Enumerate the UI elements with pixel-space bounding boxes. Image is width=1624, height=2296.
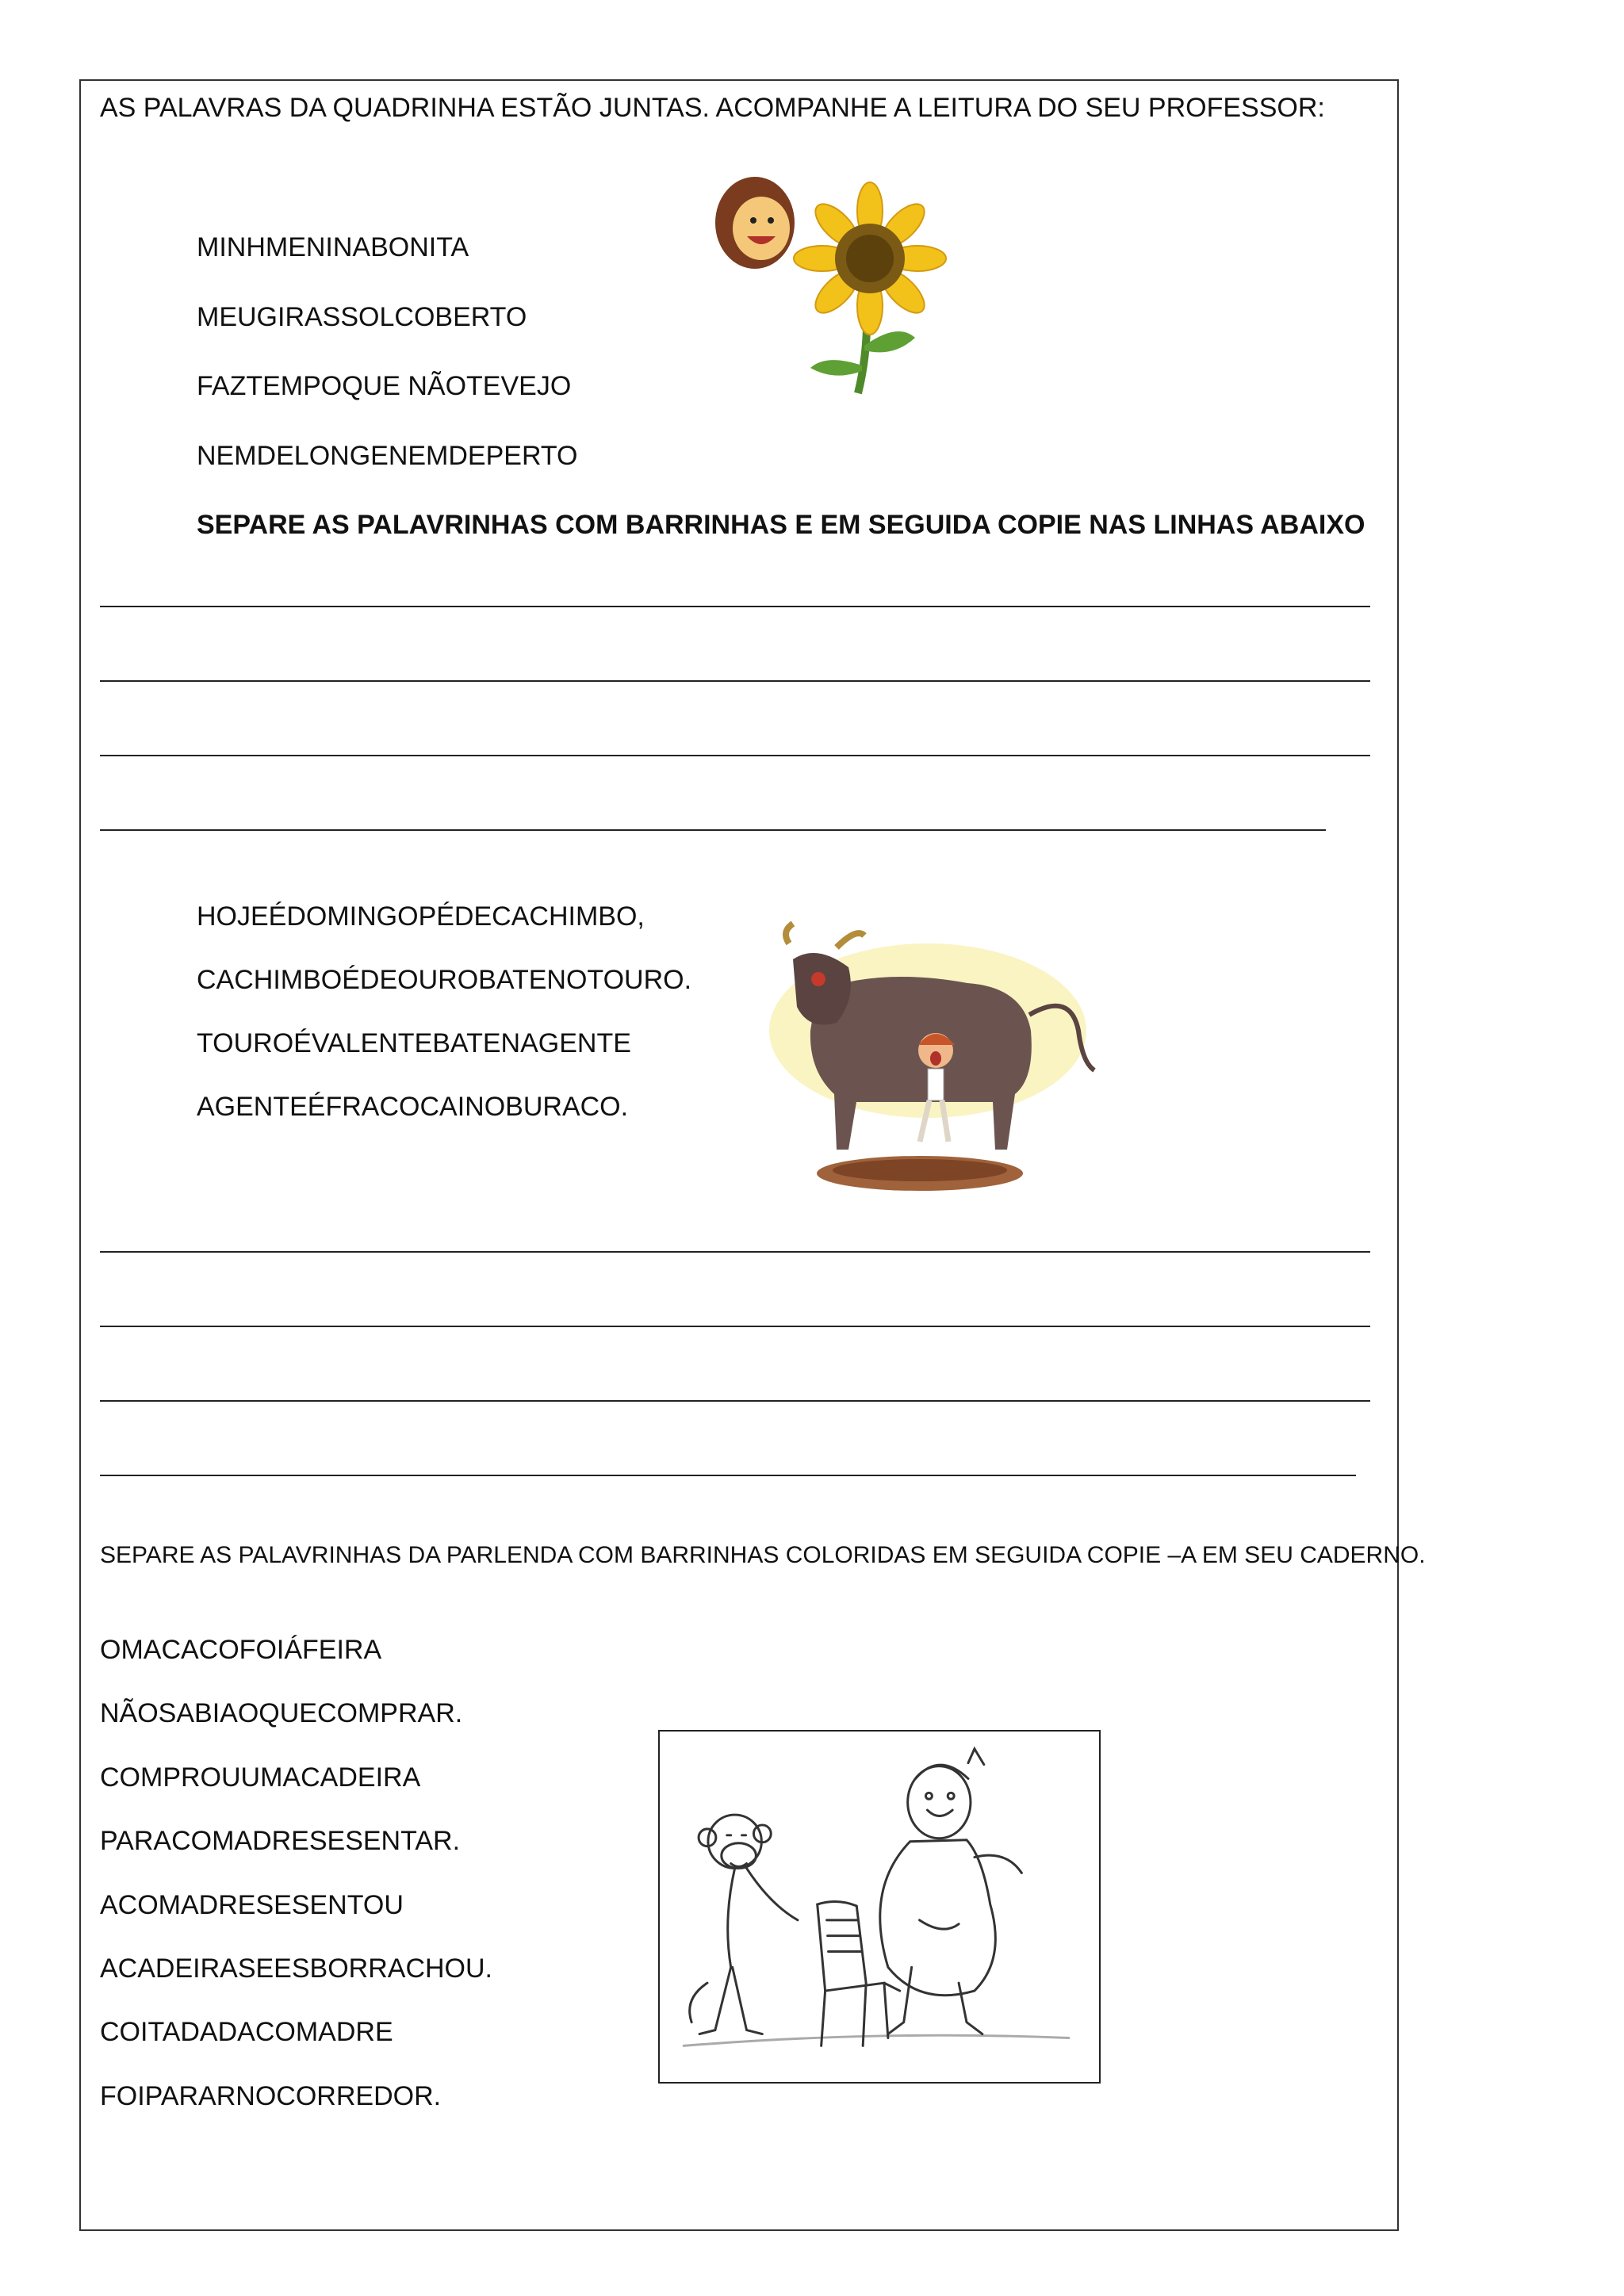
writing-line [100,1475,1356,1476]
poem-line: CACHIMBOÉDEOUROBATENOTOURO. [197,965,692,995]
parlenda-line: ACOMADRESESENTOU [100,1890,404,1920]
task1-instruction: SEPARE AS PALAVRINHAS COM BARRINHAS E EM SEGUIDA COPIE NAS LINHAS ABAIXO [197,510,1365,540]
writing-line [100,1326,1370,1327]
writing-line [100,829,1326,831]
task3-instruction: SEPARE AS PALAVRINHAS DA PARLENDA COM BARRINHAS COLORIDAS EM SEGUIDA COPIE –A EM SEU CADERNO. [100,1542,1426,1568]
parlenda-line: COITADADACOMADRE [100,2017,393,2047]
quadrinha-line: MEUGIRASSOLCOBERTO [197,302,527,332]
parlenda-line: ACADEIRASEESBORRACHOU. [100,1954,492,1984]
parlenda-line: PARACOMADRESESENTAR. [100,1826,461,1856]
sunflower-illustration [707,163,977,401]
writing-line [100,680,1370,682]
intro-instruction: AS PALAVRAS DA QUADRINHA ESTÃO JUNTAS. ACOMPANHE A LEITURA DO SEU PROFESSOR: [100,93,1325,123]
quadrinha-line: MINHMENINABONITA [197,232,469,262]
parlenda-line: COMPROUUMACADEIRA [100,1762,421,1793]
quadrinha-line: FAZTEMPOQUE NÃOTEVEJO [197,371,572,401]
parlenda-line: FOIPARARNOCORREDOR. [100,2081,442,2111]
parlenda-line: NÃOSABIAOQUECOMPRAR. [100,1698,463,1728]
writing-line [100,755,1370,756]
quadrinha-line: NEMDELONGENEMDEPERTO [197,441,578,471]
parlenda-line: OMACACOFOIÁFEIRA [100,1635,382,1665]
writing-line [100,606,1370,607]
poem-line: HOJEÉDOMINGOPÉDECACHIMBO, [197,901,645,932]
writing-line [100,1251,1370,1253]
writing-line [100,1400,1370,1402]
poem-line: AGENTEÉFRACOCAINOBURACO. [197,1092,629,1122]
monkey-lady-illustration [658,1730,1101,2084]
bull-illustration [761,912,1110,1205]
poem-line: TOUROÉVALENTEBATENAGENTE [197,1028,631,1058]
